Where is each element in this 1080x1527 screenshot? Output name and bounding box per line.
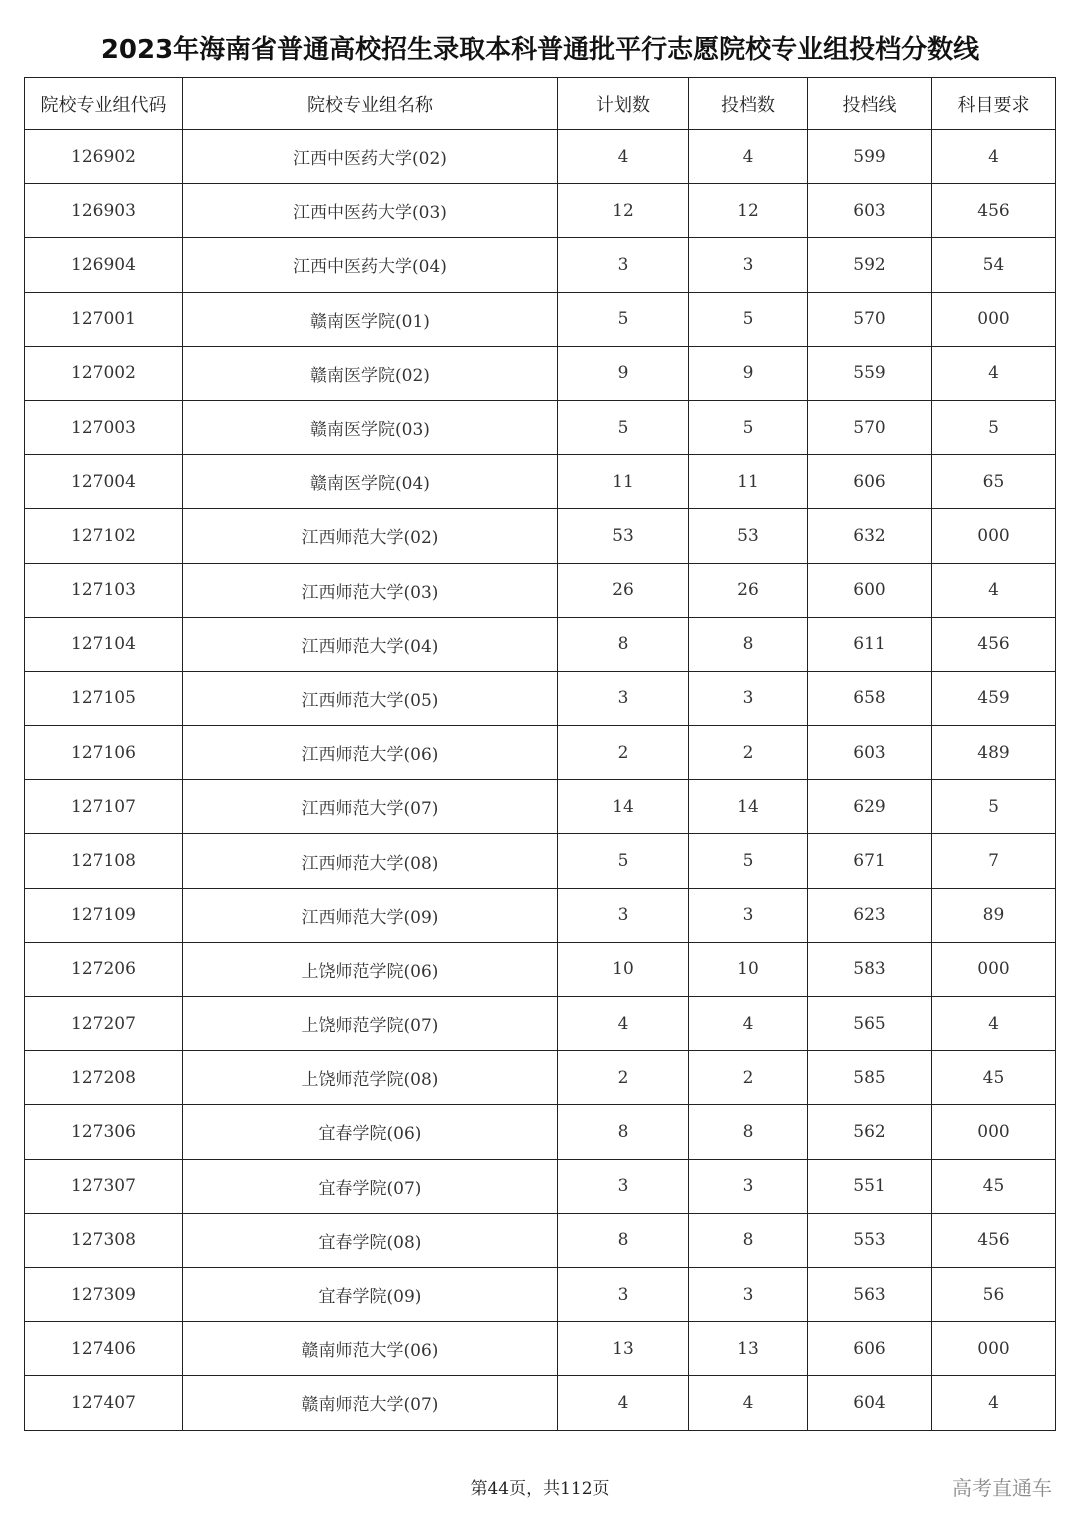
cell-code: 127003 <box>25 400 183 454</box>
cell-admitted-count: 5 <box>689 400 808 454</box>
cell-cutoff-score: 606 <box>808 455 932 509</box>
cell-plan-count: 3 <box>558 888 689 942</box>
cell-code: 127004 <box>25 455 183 509</box>
cell-plan-count: 10 <box>558 942 689 996</box>
cell-cutoff-score: 562 <box>808 1105 932 1159</box>
cell-subject-requirement: 54 <box>932 238 1056 292</box>
table-row <box>25 726 1056 780</box>
page-number: 第44页，共112页 <box>470 1479 610 1499</box>
cell-cutoff-score: 604 <box>808 1376 932 1430</box>
cell-subject-requirement: 489 <box>932 726 1056 780</box>
cell-plan-count: 13 <box>558 1322 689 1376</box>
cell-admitted-count: 26 <box>689 563 808 617</box>
page-title: 2023年海南省普通高校招生录取本科普通批平行志愿院校专业组投档分数线 <box>100 35 980 65</box>
header-admitted-count: 投档数 <box>689 78 808 130</box>
cell-admitted-count: 3 <box>689 671 808 725</box>
table-row <box>25 509 1056 563</box>
cell-code: 127108 <box>25 834 183 888</box>
table-row <box>25 238 1056 292</box>
cell-plan-count: 26 <box>558 563 689 617</box>
cell-admitted-count: 5 <box>689 834 808 888</box>
cell-subject-requirement: 5 <box>932 400 1056 454</box>
cell-admitted-count: 4 <box>689 1376 808 1430</box>
cell-plan-count: 2 <box>558 1051 689 1105</box>
cell-plan-count: 5 <box>558 292 689 346</box>
table-row <box>25 455 1056 509</box>
cell-code: 127307 <box>25 1159 183 1213</box>
cell-cutoff-score: 606 <box>808 1322 932 1376</box>
cell-cutoff-score: 671 <box>808 834 932 888</box>
cell-cutoff-score: 553 <box>808 1213 932 1267</box>
cell-name: 宜春学院(09) <box>183 1267 558 1321</box>
cell-plan-count: 3 <box>558 1159 689 1213</box>
cell-code: 127306 <box>25 1105 183 1159</box>
watermark-text: 高考直通车 <box>952 1476 1052 1500</box>
cell-cutoff-score: 585 <box>808 1051 932 1105</box>
table-row <box>25 1322 1056 1376</box>
cell-subject-requirement: 4 <box>932 1376 1056 1430</box>
cell-name: 赣南师范大学(07) <box>183 1376 558 1430</box>
cell-admitted-count: 53 <box>689 509 808 563</box>
cell-subject-requirement: 45 <box>932 1051 1056 1105</box>
cell-cutoff-score: 559 <box>808 346 932 400</box>
cell-name: 江西中医药大学(02) <box>183 130 558 184</box>
cell-name: 江西师范大学(04) <box>183 617 558 671</box>
cell-subject-requirement: 4 <box>932 130 1056 184</box>
cell-admitted-count: 8 <box>689 617 808 671</box>
cell-name: 上饶师范学院(07) <box>183 997 558 1051</box>
cell-plan-count: 5 <box>558 834 689 888</box>
cell-code: 127103 <box>25 563 183 617</box>
header-name: 院校专业组名称 <box>183 78 558 130</box>
cell-cutoff-score: 583 <box>808 942 932 996</box>
table-row <box>25 1051 1056 1105</box>
table-row <box>25 346 1056 400</box>
table-row <box>25 1267 1056 1321</box>
cell-name: 江西师范大学(03) <box>183 563 558 617</box>
cell-code: 127102 <box>25 509 183 563</box>
cell-code: 127207 <box>25 997 183 1051</box>
table-row <box>25 942 1056 996</box>
cell-subject-requirement: 456 <box>932 1213 1056 1267</box>
score-table <box>24 77 1056 1431</box>
cell-plan-count: 8 <box>558 1213 689 1267</box>
cell-plan-count: 8 <box>558 1105 689 1159</box>
cell-subject-requirement: 45 <box>932 1159 1056 1213</box>
cell-name: 赣南师范大学(06) <box>183 1322 558 1376</box>
cell-name: 江西师范大学(02) <box>183 509 558 563</box>
cell-admitted-count: 12 <box>689 184 808 238</box>
cell-name: 江西师范大学(06) <box>183 726 558 780</box>
cell-cutoff-score: 623 <box>808 888 932 942</box>
table-row <box>25 1213 1056 1267</box>
cell-code: 127206 <box>25 942 183 996</box>
cell-cutoff-score: 599 <box>808 130 932 184</box>
cell-admitted-count: 4 <box>689 130 808 184</box>
table-row <box>25 184 1056 238</box>
cell-plan-count: 53 <box>558 509 689 563</box>
cell-name: 赣南医学院(04) <box>183 455 558 509</box>
cell-admitted-count: 14 <box>689 780 808 834</box>
cell-subject-requirement: 56 <box>932 1267 1056 1321</box>
cell-admitted-count: 9 <box>689 346 808 400</box>
cell-subject-requirement: 000 <box>932 942 1056 996</box>
cell-code: 127104 <box>25 617 183 671</box>
cell-cutoff-score: 632 <box>808 509 932 563</box>
cell-plan-count: 5 <box>558 400 689 454</box>
cell-admitted-count: 2 <box>689 726 808 780</box>
cell-name: 宜春学院(06) <box>183 1105 558 1159</box>
cell-plan-count: 3 <box>558 1267 689 1321</box>
cell-code: 126903 <box>25 184 183 238</box>
cell-subject-requirement: 456 <box>932 184 1056 238</box>
table-row <box>25 780 1056 834</box>
table-row <box>25 1376 1056 1430</box>
cell-code: 127109 <box>25 888 183 942</box>
cell-plan-count: 3 <box>558 671 689 725</box>
cell-code: 127208 <box>25 1051 183 1105</box>
cell-plan-count: 8 <box>558 617 689 671</box>
table-row <box>25 292 1056 346</box>
cell-code: 126902 <box>25 130 183 184</box>
table-body <box>25 130 1056 1431</box>
cell-admitted-count: 4 <box>689 997 808 1051</box>
cell-subject-requirement: 000 <box>932 292 1056 346</box>
cell-subject-requirement: 459 <box>932 671 1056 725</box>
cell-admitted-count: 5 <box>689 292 808 346</box>
cell-subject-requirement: 65 <box>932 455 1056 509</box>
cell-subject-requirement: 4 <box>932 346 1056 400</box>
cell-cutoff-score: 592 <box>808 238 932 292</box>
cell-admitted-count: 3 <box>689 238 808 292</box>
cell-name: 江西师范大学(08) <box>183 834 558 888</box>
cell-cutoff-score: 570 <box>808 400 932 454</box>
cell-plan-count: 12 <box>558 184 689 238</box>
cell-plan-count: 14 <box>558 780 689 834</box>
cell-subject-requirement: 4 <box>932 997 1056 1051</box>
cell-subject-requirement: 5 <box>932 780 1056 834</box>
cell-code: 126904 <box>25 238 183 292</box>
header-code: 院校专业组代码 <box>25 78 183 130</box>
table-row <box>25 1105 1056 1159</box>
table-header <box>25 78 1056 130</box>
cell-plan-count: 3 <box>558 238 689 292</box>
header-subject-requirement: 科目要求 <box>932 78 1056 130</box>
cell-code: 127001 <box>25 292 183 346</box>
cell-cutoff-score: 563 <box>808 1267 932 1321</box>
cell-code: 127309 <box>25 1267 183 1321</box>
cell-cutoff-score: 570 <box>808 292 932 346</box>
table-row <box>25 1159 1056 1213</box>
cell-plan-count: 4 <box>558 130 689 184</box>
cell-cutoff-score: 629 <box>808 780 932 834</box>
cell-cutoff-score: 565 <box>808 997 932 1051</box>
cell-name: 赣南医学院(01) <box>183 292 558 346</box>
cell-admitted-count: 2 <box>689 1051 808 1105</box>
cell-plan-count: 4 <box>558 1376 689 1430</box>
cell-subject-requirement: 456 <box>932 617 1056 671</box>
cell-name: 上饶师范学院(06) <box>183 942 558 996</box>
table-row <box>25 400 1056 454</box>
cell-subject-requirement: 89 <box>932 888 1056 942</box>
cell-plan-count: 2 <box>558 726 689 780</box>
table-row <box>25 997 1056 1051</box>
cell-code: 127105 <box>25 671 183 725</box>
cell-name: 江西中医药大学(04) <box>183 238 558 292</box>
cell-name: 上饶师范学院(08) <box>183 1051 558 1105</box>
cell-name: 江西中医药大学(03) <box>183 184 558 238</box>
cell-admitted-count: 10 <box>689 942 808 996</box>
table-row <box>25 617 1056 671</box>
cell-plan-count: 11 <box>558 455 689 509</box>
table-row <box>25 563 1056 617</box>
table-row <box>25 834 1056 888</box>
cell-subject-requirement: 000 <box>932 1105 1056 1159</box>
cell-cutoff-score: 603 <box>808 726 932 780</box>
table-row <box>25 130 1056 184</box>
cell-code: 127308 <box>25 1213 183 1267</box>
cell-code: 127406 <box>25 1322 183 1376</box>
cell-admitted-count: 3 <box>689 1267 808 1321</box>
cell-name: 赣南医学院(03) <box>183 400 558 454</box>
cell-code: 127407 <box>25 1376 183 1430</box>
cell-admitted-count: 3 <box>689 888 808 942</box>
cell-admitted-count: 11 <box>689 455 808 509</box>
cell-cutoff-score: 603 <box>808 184 932 238</box>
cell-code: 127107 <box>25 780 183 834</box>
score-table-container <box>24 77 1055 1431</box>
header-plan-count: 计划数 <box>558 78 689 130</box>
cell-code: 127106 <box>25 726 183 780</box>
cell-subject-requirement: 4 <box>932 563 1056 617</box>
cell-admitted-count: 8 <box>689 1213 808 1267</box>
cell-admitted-count: 8 <box>689 1105 808 1159</box>
cell-subject-requirement: 7 <box>932 834 1056 888</box>
header-cutoff-score: 投档线 <box>808 78 932 130</box>
table-row <box>25 888 1056 942</box>
cell-plan-count: 9 <box>558 346 689 400</box>
cell-name: 宜春学院(07) <box>183 1159 558 1213</box>
cell-admitted-count: 13 <box>689 1322 808 1376</box>
cell-cutoff-score: 551 <box>808 1159 932 1213</box>
cell-name: 江西师范大学(05) <box>183 671 558 725</box>
cell-name: 宜春学院(08) <box>183 1213 558 1267</box>
cell-name: 赣南医学院(02) <box>183 346 558 400</box>
header-row <box>25 78 1056 130</box>
table-row <box>25 671 1056 725</box>
cell-cutoff-score: 658 <box>808 671 932 725</box>
cell-cutoff-score: 600 <box>808 563 932 617</box>
cell-plan-count: 4 <box>558 997 689 1051</box>
cell-subject-requirement: 000 <box>932 1322 1056 1376</box>
cell-name: 江西师范大学(07) <box>183 780 558 834</box>
cell-cutoff-score: 611 <box>808 617 932 671</box>
cell-name: 江西师范大学(09) <box>183 888 558 942</box>
cell-code: 127002 <box>25 346 183 400</box>
cell-subject-requirement: 000 <box>932 509 1056 563</box>
cell-admitted-count: 3 <box>689 1159 808 1213</box>
